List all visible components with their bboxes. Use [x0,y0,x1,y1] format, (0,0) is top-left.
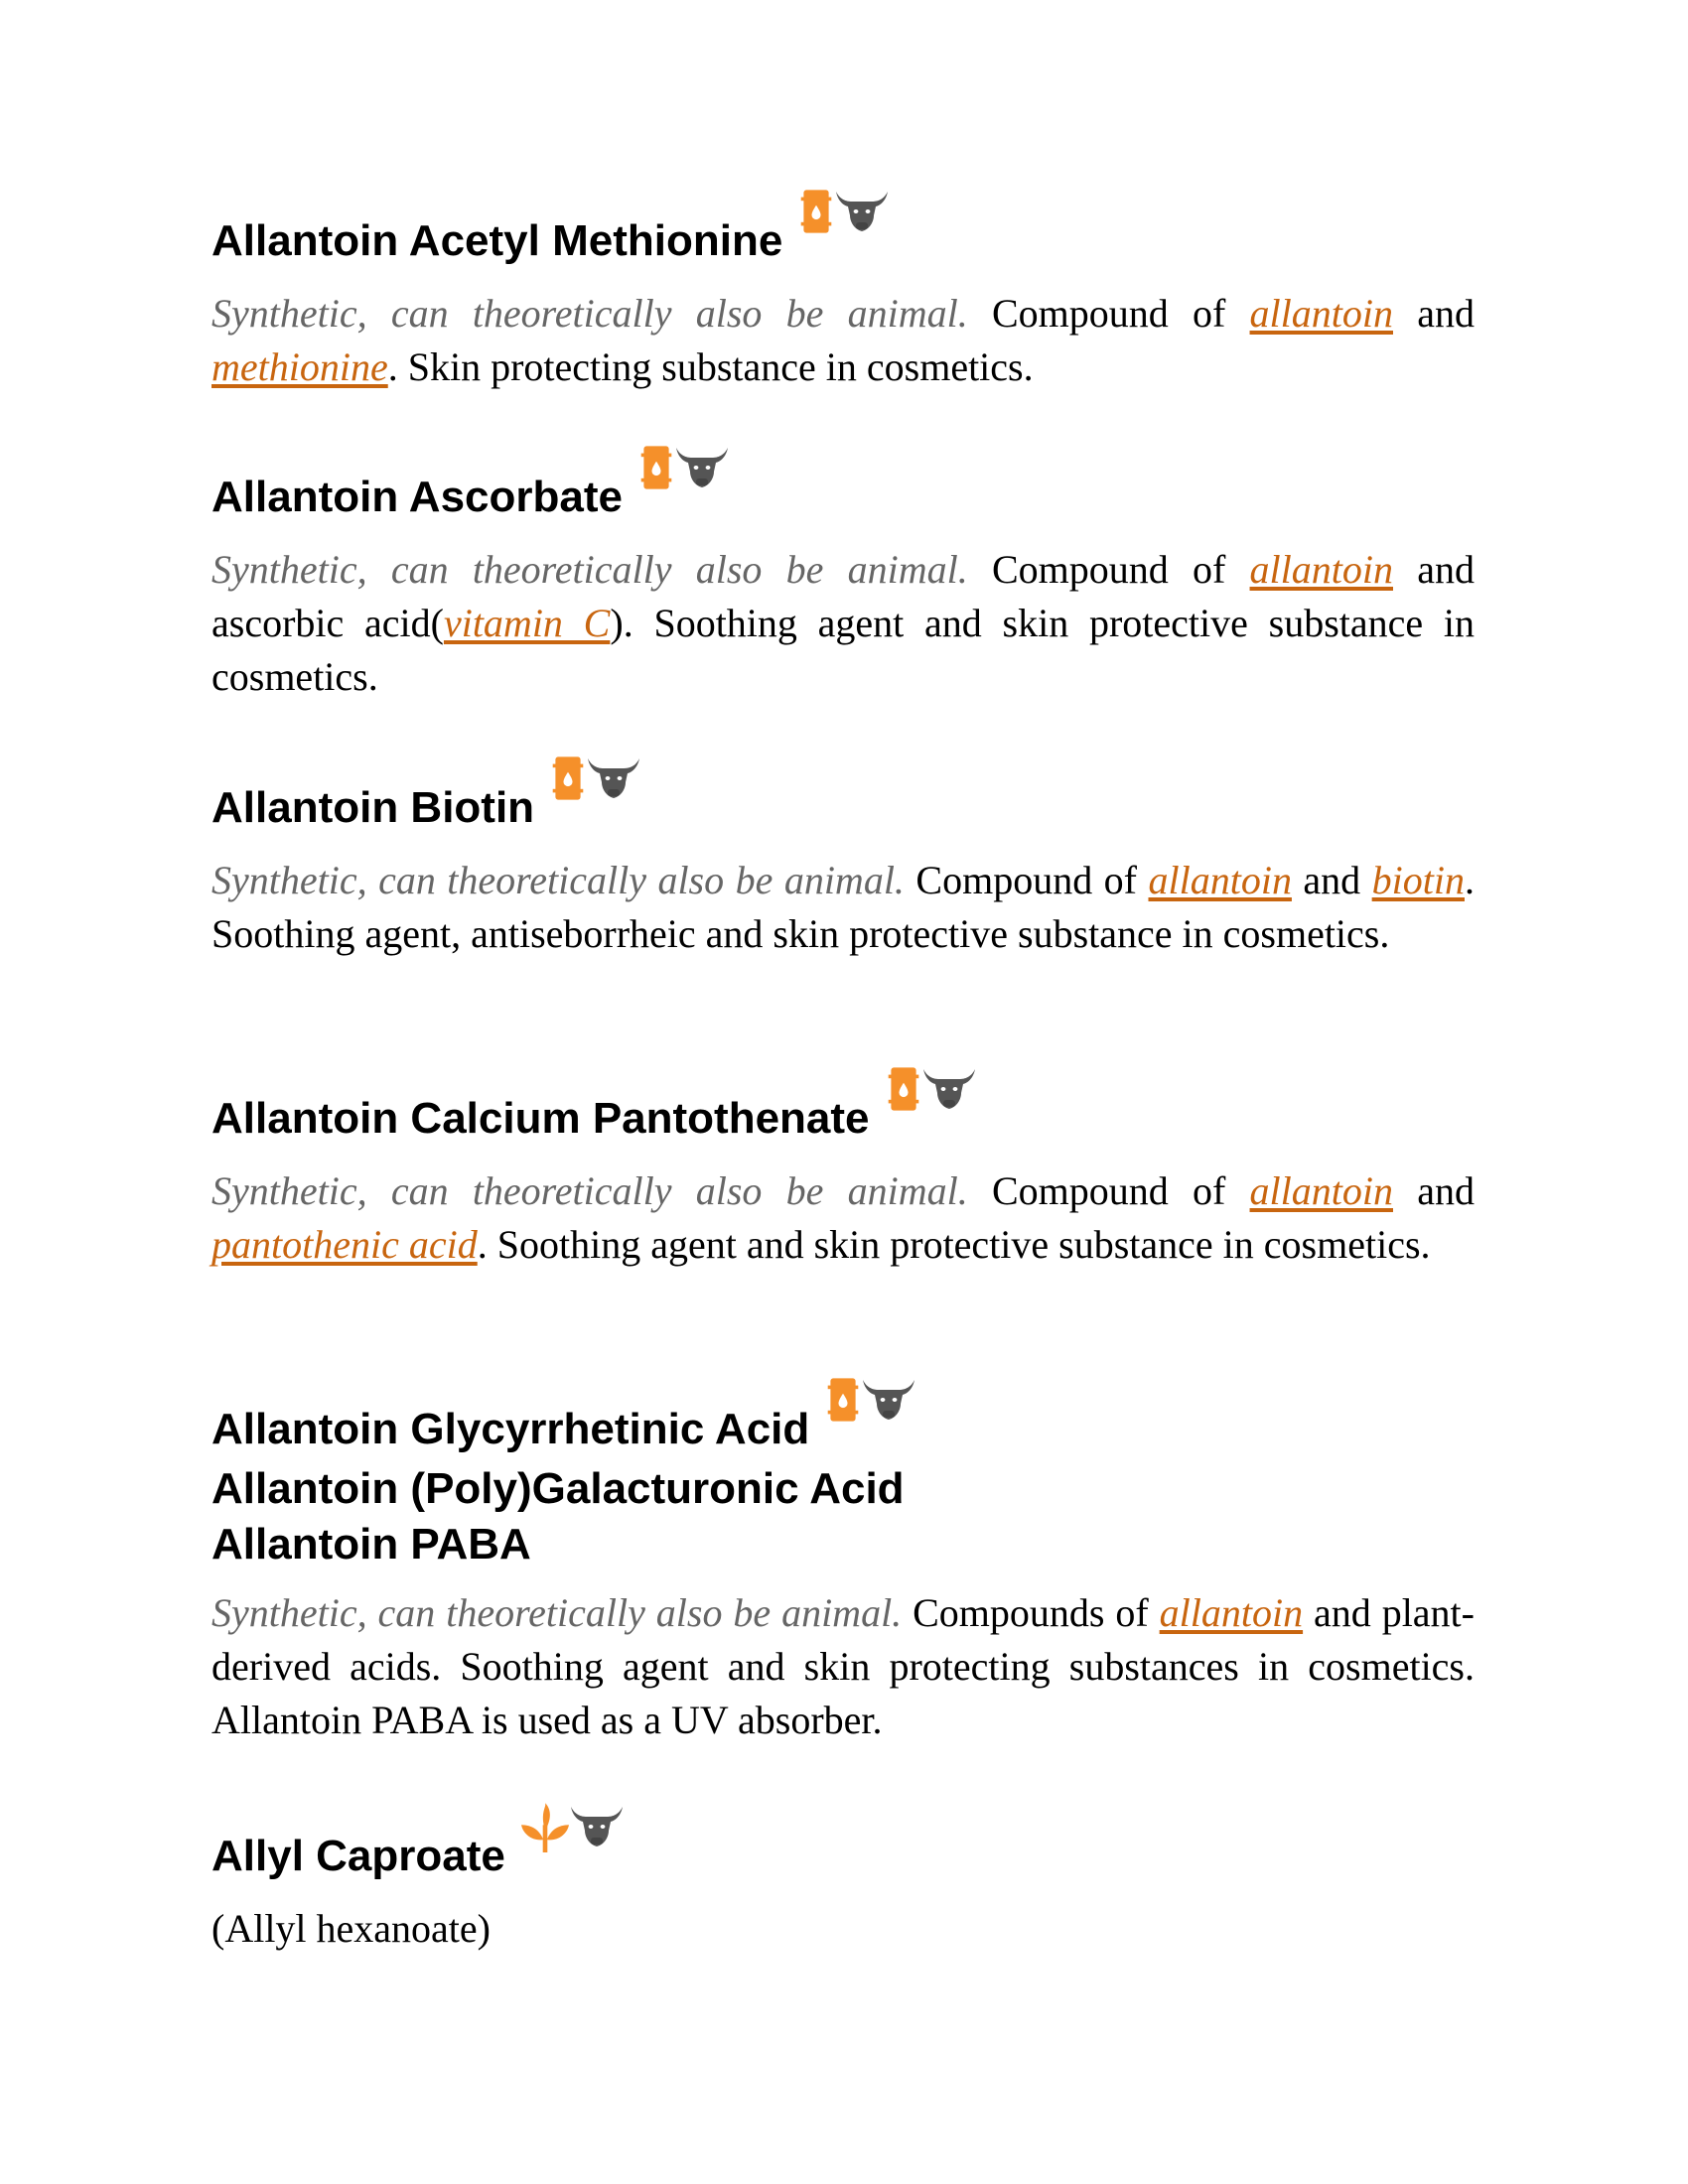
link-vitamin-c[interactable]: vitamin C [443,601,611,645]
ingredient-title [211,470,1475,529]
fossil-fuel-barrel-icon [638,442,674,493]
description-text: Compound of [967,291,1250,336]
origin-note: Synthetic, can theoretically also be animal. [211,1590,903,1635]
description-text: Compound of [967,1168,1250,1213]
ingredient-title [211,213,1475,273]
origin-note: Synthetic, can theoretically also be animal. [211,858,905,902]
description-text: Compound of [904,858,1149,902]
ingredient-title [211,1091,1475,1151]
origin-icons [638,442,730,501]
origin-icons [521,1801,625,1860]
link-allantoin[interactable]: allantoin [1159,1590,1304,1635]
ingredient-name: Allantoin PABA [211,1520,531,1569]
synonym-text: (Allyl hexanoate) [211,1906,491,1951]
ingredient-entry [211,470,1475,704]
origin-note: Synthetic, can theoretically also be animal. [211,291,968,336]
ingredient-title [211,1829,1475,1888]
ingredient-description [211,1586,1475,1747]
animal-bull-icon [834,186,890,237]
plant-leaf-icon [521,1801,569,1856]
description-text: and [1291,858,1372,902]
ingredient-title [211,780,1475,840]
ingredient-name: Allantoin Calcium Pantothenate [211,1094,870,1143]
ingredient-name: Allantoin Acetyl Methionine [211,216,783,265]
ingredient-title [211,1402,1475,1572]
description-text: and ascorbic acid( [211,547,1475,645]
animal-bull-icon [861,1374,916,1426]
description-text: Compounds of [902,1590,1160,1635]
description-text: . Soothing agent, antiseborrheic and skin protective substance in cosmetics. [211,858,1475,956]
ingredient-description [211,543,1475,704]
link-pantothenic-acid[interactable]: pantothenic acid [211,1222,478,1267]
ingredient-name: Allantoin Ascorbate [211,473,623,521]
animal-bull-icon [674,442,730,493]
animal-bull-icon [569,1801,625,1852]
ingredient-entry [211,213,1475,394]
link-allantoin[interactable]: allantoin [1249,547,1393,592]
origin-icons [886,1063,977,1123]
ingredient-description [211,854,1475,961]
ingredient-name: Allyl Caproate [211,1832,505,1880]
ingredient-entry [211,1402,1475,1747]
description-text: ). Soothing agent and skin protective substance in cosmetics. [211,601,1476,699]
link-allantoin[interactable]: allantoin [1249,1168,1393,1213]
description-text: . Soothing agent and skin protective substance in cosmetics. [477,1222,1431,1267]
ingredient-entry [211,1091,1475,1272]
ingredient-name: Allantoin (Poly)Galacturonic Acid [211,1464,905,1513]
link-methionine[interactable]: methionine [211,344,388,389]
origin-note: Synthetic, can theoretically also be animal. [211,1168,968,1213]
animal-bull-icon [586,752,641,804]
description-text: . Skin protecting substance in cosmetics. [387,344,1034,389]
ingredient-entry [211,1829,1475,1956]
origin-icons [825,1374,916,1433]
fossil-fuel-barrel-icon [798,186,834,237]
ingredient-entry [211,780,1475,961]
link-biotin[interactable]: biotin [1371,858,1465,902]
ingredient-description [211,1164,1475,1272]
link-allantoin[interactable]: allantoin [1249,291,1393,336]
description-text: and [1393,291,1475,336]
ingredient-description [211,1902,1475,1956]
fossil-fuel-barrel-icon [825,1374,861,1426]
ingredient-name: Allantoin Biotin [211,783,535,832]
ingredient-description [211,287,1475,394]
description-text: and [1393,1168,1475,1213]
description-text: Compound of [967,547,1250,592]
origin-icons [798,186,890,245]
fossil-fuel-barrel-icon [550,752,586,804]
ingredient-name: Allantoin Glycyrrhetinic Acid [211,1405,810,1453]
origin-note: Synthetic, can theoretically also be animal. [211,547,968,592]
origin-icons [550,752,641,812]
link-allantoin[interactable]: allantoin [1148,858,1292,902]
description-text: and plant-derived acids. Soothing agent and skin protecting substances in cosmetics. Allantoin PABA is used as a UV absorber. [211,1590,1475,1742]
animal-bull-icon [921,1063,977,1115]
fossil-fuel-barrel-icon [886,1063,921,1115]
